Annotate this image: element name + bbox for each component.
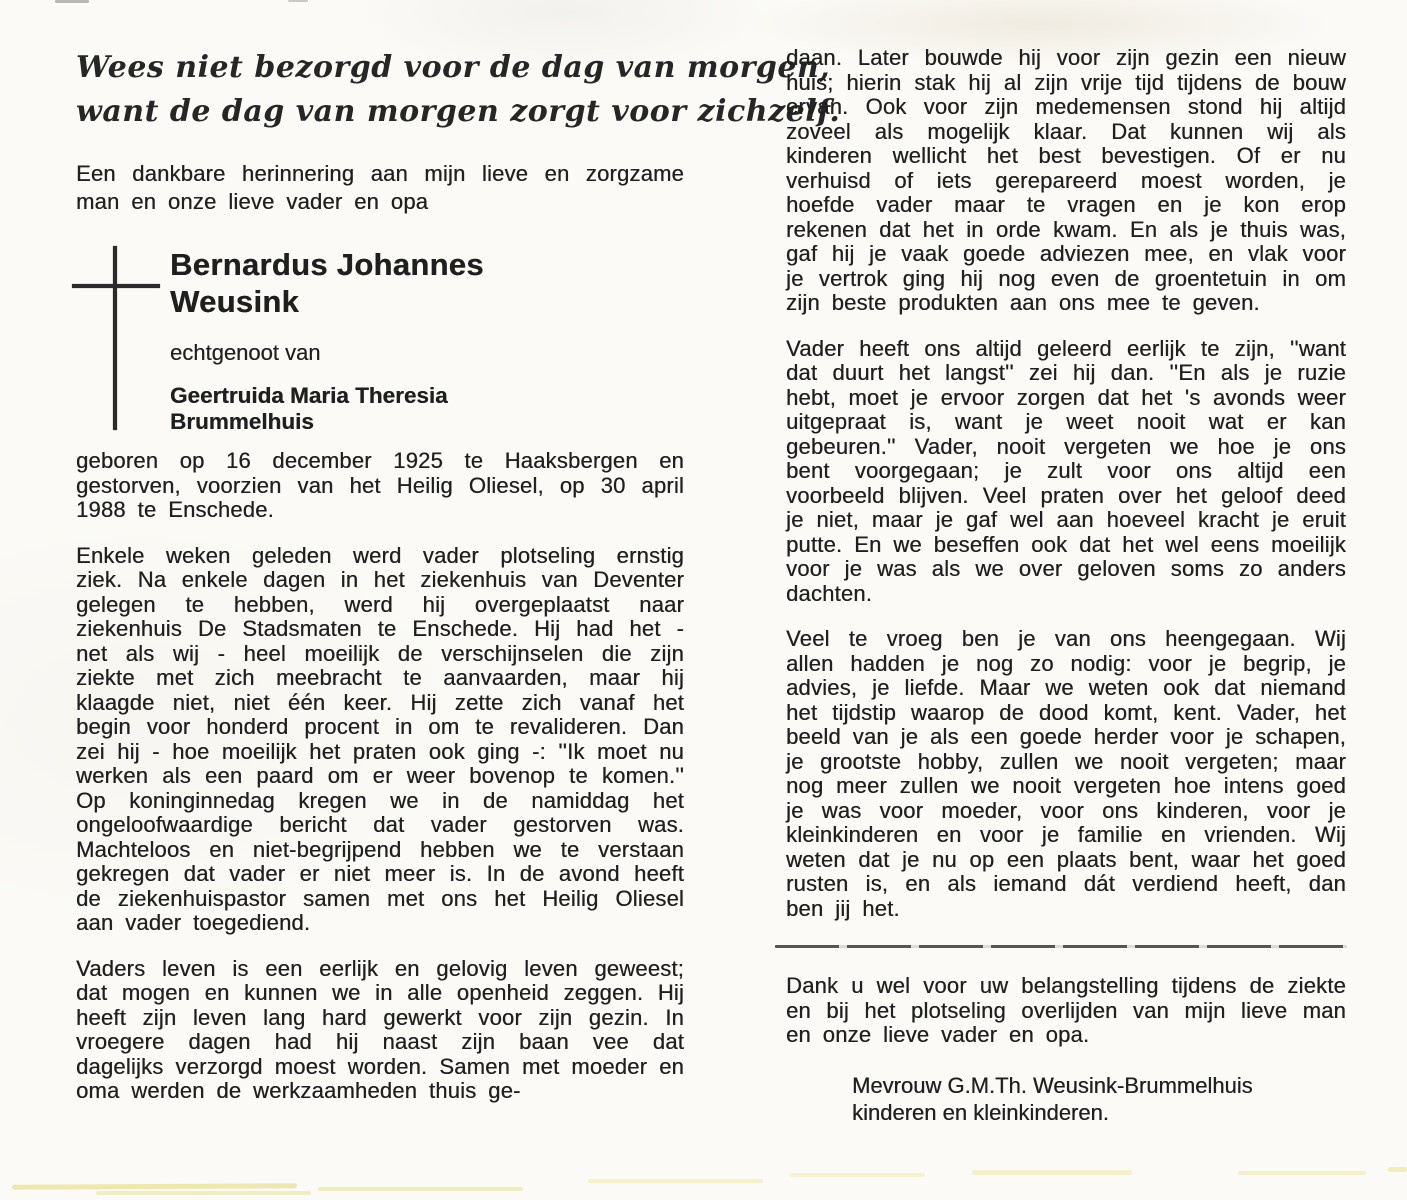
scan-speck bbox=[288, 0, 308, 2]
signature-block bbox=[786, 1072, 1346, 1126]
scripture-quote-line1: Wees niet bezorgd voor de dag van morgen, bbox=[76, 50, 831, 85]
scripture-quote bbox=[76, 46, 841, 134]
scan-stain bbox=[972, 1170, 1132, 1175]
paragraph-life: Vaders leven is een eerlijk en gelovig leven geweest; dat mogen en kunnen we in alle openheid zeggen. Hij heeft zijn leven lang hard gewerkt voor zijn gezin. In vroegere dagen had hij naast zijn baan vee dat dagelijks verzorgd moest worden. Samen met moeder en oma werden de werkzaamheden thuis ge- bbox=[76, 955, 684, 1103]
spouse-first-names: Geertruida Maria Theresia bbox=[170, 383, 448, 408]
scan-stain bbox=[12, 1183, 297, 1189]
paragraph-lessons: Vader heeft ons altijd geleerd eerlijk te zijn, ''want dat duurt het langst'' zei hij dan. ''En als je ruzie hebt, moet je ervoor zorgen dat het 's avonds weer uitgepraat is, want je weet nooit wat er kan gebeuren.'' Vader, nooit vergeten we hoe je ons bent voorgegaan; je zult voor ons altijd een voorbeeld blijven. Veel praten over het geloof deed je niet, maar je gaf wel aan hoeveel kracht je eruit putte. En we beseffen ook dat het wel eens moeilijk voor je was als we over geloven soms zo anders dachten. bbox=[786, 335, 1346, 606]
paragraph-thanks: Dank u wel voor uw belangstelling tijdens de ziekte en bij het plotseling overlijden van mijn lieve man en onze lieve vader en opa. bbox=[786, 973, 1346, 1047]
spouse-surname: Brummelhuis bbox=[170, 409, 314, 434]
scripture-quote-line2: want de dag van morgen zorgt voor zichzelf. bbox=[76, 94, 841, 129]
life-dates: geboren op 16 december 1925 te Haaksbergen en gestorven, voorzien van het Heilig Oliesel, op 30 april 1988 te Enschede. bbox=[76, 448, 684, 522]
paragraph-life-continued: daan. Later bouwde hij voor zijn gezin een nieuw huis; hierin stak hij al zijn vrije tijd tijdens de bouw ervan. Ook voor zijn medemensen stond hij altijd zoveel als mogelijk klaar. Dat kunnen wij als kinderen wellicht het best bevestigen. Of er nu verhuisd of iets gerepareerd moest worden, je hoefde vader maar te vragen en je kon erop rekenen dat het in orde kwam. En als je thuis was, gaf hij je vaak goede adviezen mee, en vlak voor je vertrok ging hij nog even de groentetuin in om zijn beste produkten aan ons mee te geven. bbox=[786, 45, 1346, 315]
scan-stain bbox=[588, 1179, 763, 1183]
scan-stain bbox=[1388, 1167, 1407, 1172]
scan-stain bbox=[1238, 1171, 1366, 1175]
memorial-intro: Een dankbare herinnering aan mijn lieve en zorgzame man en onze lieve vader en opa bbox=[76, 161, 684, 214]
scan-speck bbox=[55, 0, 89, 3]
deceased-name-block bbox=[76, 246, 684, 435]
scan-stain bbox=[96, 1191, 311, 1195]
paragraph-farewell: Veel te vroeg ben je van ons heengegaan. Wij allen hadden je nog zo nodig: voor je begrip, je advies, je liefde. Maar we weten ook dat niemand het tijdstip waarop de dood komt, kent. Vader, het beeld van je als een goede herder voor je schapen, je grootste hobby, zullen we nooit vergeten; maar nog meer zullen we nooit vergeten hoe intens goed je was voor moeder, voor ons kinderen, voor je kleinkinderen en voor je familie en vrienden. Wij weten dat je nu op een plaats bent, waar het goed rusten is, en als iemand dát verdiend heeft, dan ben jij het. bbox=[786, 626, 1346, 921]
signature-divider bbox=[775, 945, 1347, 948]
deceased-surname: Weusink bbox=[170, 284, 300, 319]
memorial-cross-icon bbox=[72, 284, 160, 288]
memorial-cross-icon bbox=[113, 246, 117, 430]
signature-name: Mevrouw G.M.Th. Weusink-Brummelhuis bbox=[852, 1072, 1253, 1098]
left-column bbox=[76, 46, 841, 1125]
relation-label: echtgenoot van bbox=[170, 340, 321, 365]
signature-family: kinderen en kleinkinderen. bbox=[852, 1099, 1109, 1125]
scan-stain bbox=[790, 1173, 925, 1177]
scan-stain bbox=[318, 1187, 523, 1191]
paragraph-illness: Enkele weken geleden werd vader plotseling ernstig ziek. Na enkele dagen in het ziekenhuis van Deventer gelegen te hebben, werd hij overgeplaatst naar ziekenhuis De Stadsmaten te Enschede. Hij had het - net als wij - heel moeilijk de verschijnselen die zijn ziekte met zich meebracht te aanvaarden, maar hij klaagde niet, niet één keer. Hij zette zich vanaf het begin voor honderd procent in om te revalideren. Dan zei hij - hoe moeilijk het praten ook ging -: ''Ik moet nu werken als een paard om er weer bovenop te komen.'' Op koninginnedag kregen we in de namiddag het ongeloofwaardige bericht dat vader gestorven was. Machteloos en niet-begrijpend hebben we te verstaan gekregen dat vader er niet meer is. In de avond heeft de ziekenhuispastor samen met ons het Heilig Oliesel aan vader toegediend. bbox=[76, 542, 684, 935]
right-column bbox=[786, 46, 1346, 1126]
deceased-first-names: Bernardus Johannes bbox=[170, 247, 484, 282]
